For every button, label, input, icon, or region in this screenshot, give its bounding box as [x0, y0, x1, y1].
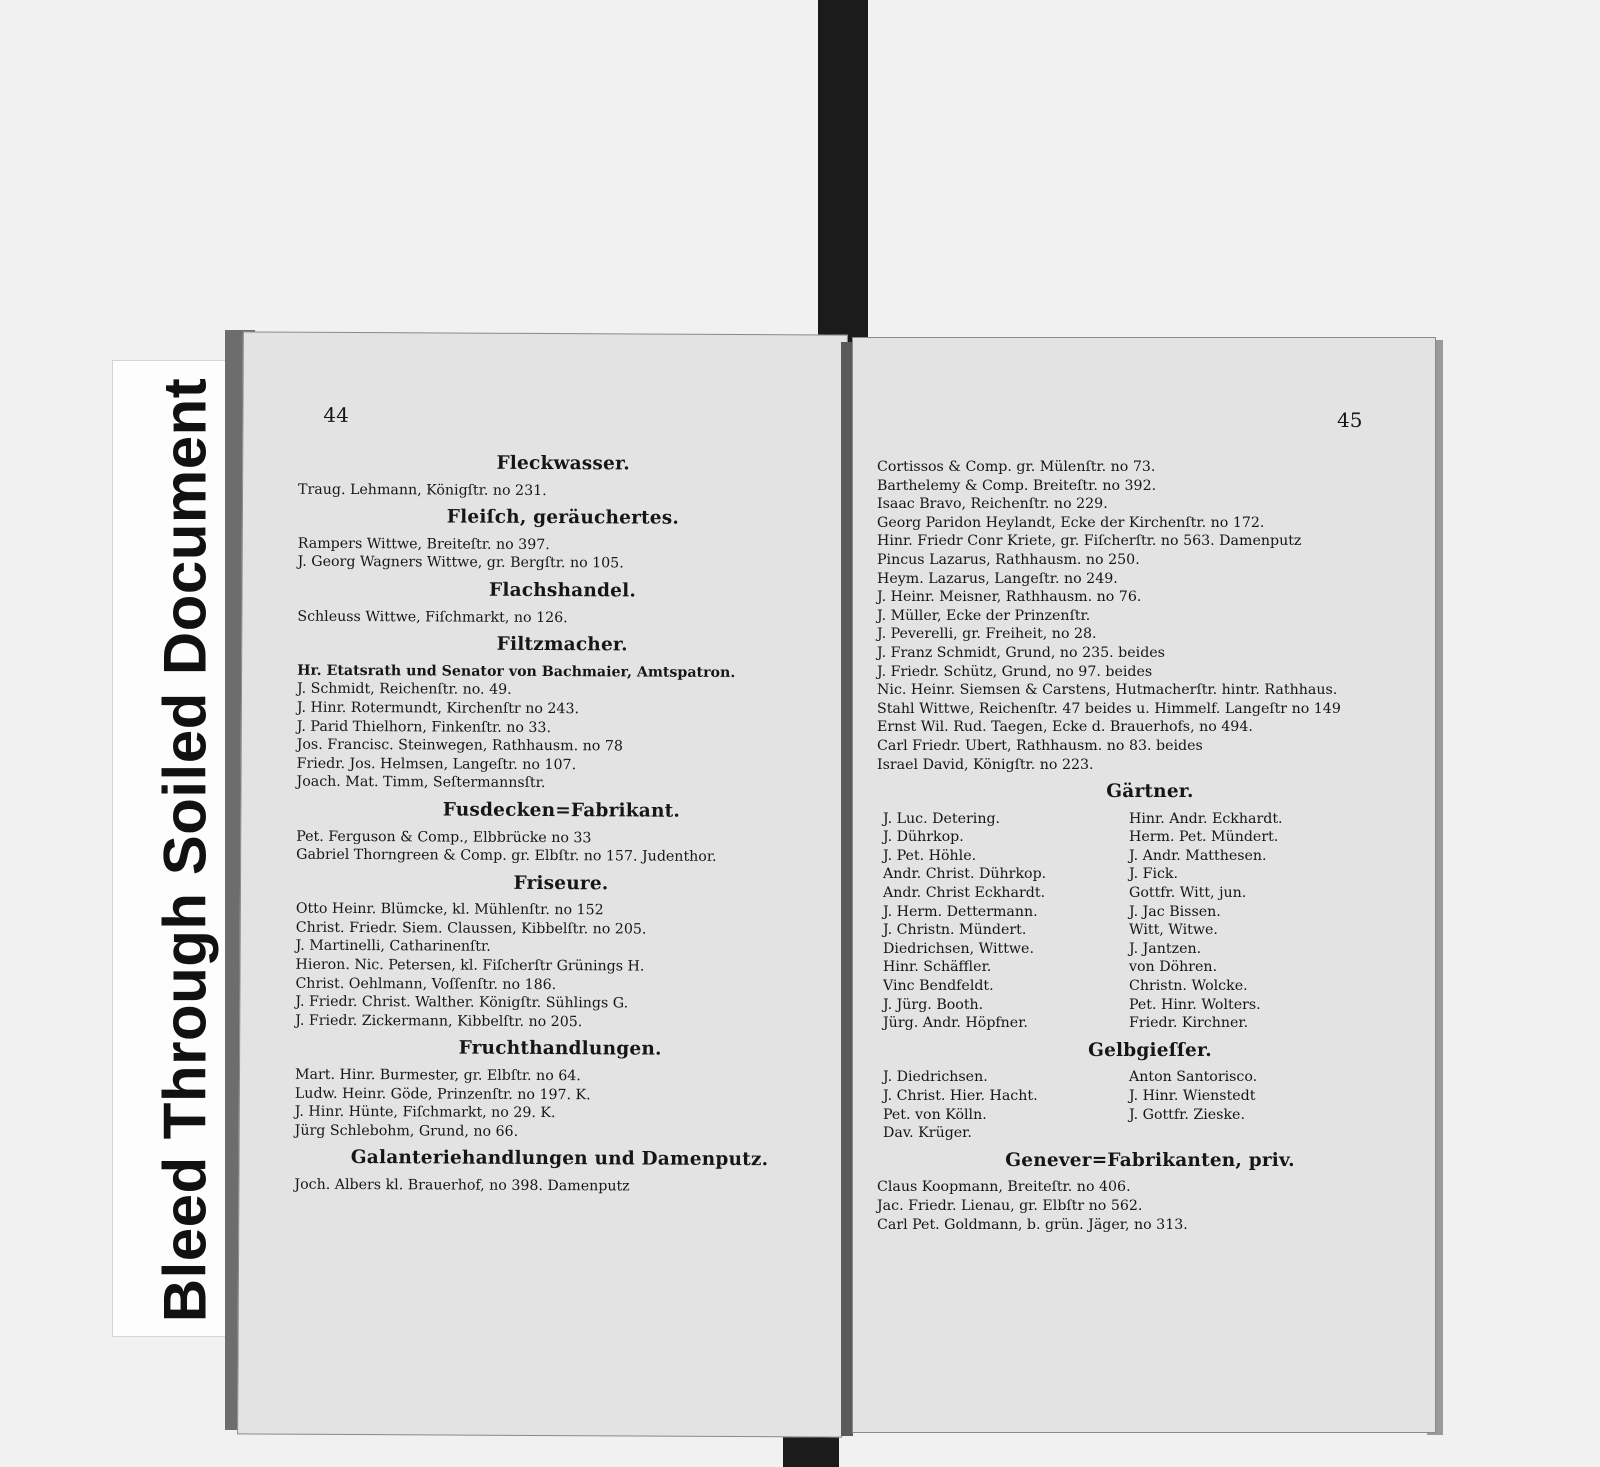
- list-item: J. Franz Schmidt, Grund, no 235. beides: [877, 644, 1165, 661]
- list-item: J. Dührkop.: [883, 829, 964, 846]
- section-heading: Gelbgieſſer.: [1088, 1039, 1212, 1061]
- list-item: J. Schmidt, Reichenſtr. no. 49.: [296, 681, 512, 699]
- list-item: J. Parid Thielhorn, Finkenſtr. no 33.: [296, 718, 552, 736]
- list-item: Pet. Ferguson & Comp., Elbbrücke no 33: [296, 828, 592, 846]
- left-page: [237, 331, 848, 1437]
- list-item: J. Gottfr. Zieske.: [1129, 1106, 1245, 1123]
- list-item: Mart. Hinr. Burmester, gr. Elbſtr. no 64.: [294, 1066, 581, 1085]
- list-item: J. Pet. Höhle.: [883, 847, 977, 864]
- list-item: von Döhren.: [1129, 959, 1218, 976]
- list-item: J. Friedr. Zickermann, Kibbelſtr. no 205.: [295, 1012, 583, 1031]
- list-item: Friedr. Kirchner.: [1129, 1015, 1249, 1032]
- section-heading: Friseure.: [513, 872, 609, 895]
- list-item: Jos. Francisc. Steinwegen, Rathhausm. no 78: [296, 736, 623, 755]
- list-item-lead: Hr. Etatsrath und Senator von Bachmaier, Amtspatron.: [297, 662, 736, 681]
- list-item: Andr. Christ Eckhardt.: [883, 885, 1046, 902]
- list-item: J. Jürg. Booth.: [883, 996, 984, 1013]
- list-item: Isaac Bravo, Reichenſtr. no 229.: [877, 496, 1108, 513]
- section-heading: Filtzmacher.: [496, 633, 628, 656]
- section-heading: Fleckwasser.: [496, 452, 630, 475]
- list-column: [1129, 1068, 1375, 1142]
- document-label: Bleed Through Soiled Document: [151, 377, 219, 1323]
- page-number: 45: [1337, 408, 1363, 432]
- two-column-list: [883, 810, 1423, 1033]
- section-heading: Gärtner.: [1106, 781, 1194, 803]
- list-item: Dav. Krüger.: [883, 1125, 972, 1142]
- list-item: Jürg Schlebohm, Grund, no 66.: [294, 1122, 519, 1140]
- left-page-content: [294, 445, 828, 1197]
- page-number: 44: [323, 402, 349, 427]
- list-item: J. Müller, Ecke der Prinzenſtr.: [877, 607, 1091, 624]
- list-item: Witt, Witwe.: [1129, 922, 1218, 939]
- list-column: [1129, 810, 1375, 1033]
- list-item: Ernst Wil. Rud. Taegen, Ecke d. Brauerhofs, no 494.: [877, 719, 1253, 736]
- list-item: Ludw. Heinr. Göde, Prinzenſtr. no 197. K.: [294, 1085, 591, 1103]
- list-item: Pincus Lazarus, Rathhausm. no 250.: [877, 551, 1140, 568]
- list-item: Heym. Lazarus, Langeſtr. no 249.: [877, 570, 1118, 587]
- section-heading: Fleiſch, geräuchertes.: [446, 506, 680, 529]
- list-item: Pet. von Kölln.: [883, 1106, 987, 1123]
- list-item: Barthelemy & Comp. Breiteſtr. no 392.: [877, 477, 1157, 494]
- section-heading: Fruchthandlungen.: [458, 1038, 662, 1061]
- section-heading: Genever=Fabrikanten, priv.: [1005, 1149, 1295, 1171]
- list-item: J. Hinr. Hünte, Fiſchmarkt, no 29. K.: [294, 1103, 556, 1122]
- list-item: Carl Pet. Goldmann, b. grün. Jäger, no 313.: [877, 1216, 1188, 1233]
- list-item: Stahl Wittwe, Reichenſtr. 47 beides u. Himmelf. Langeſtr no 149: [877, 700, 1341, 717]
- section-heading: Fusdecken=Fabrikant.: [442, 799, 681, 822]
- list-item: Andr. Christ. Dührkop.: [883, 866, 1047, 883]
- list-item: J. Jac Bissen.: [1129, 903, 1221, 920]
- list-item: J. Georg Wagners Wittwe, gr. Bergſtr. no 105.: [297, 554, 624, 572]
- list-item: J. Herm. Dettermann.: [883, 903, 1038, 920]
- list-item: Hinr. Friedr Conr Kriete, gr. Fiſcherſtr. no 563. Damenputz: [877, 533, 1302, 550]
- list-item: Gabriel Thorngreen & Comp. gr. Elbſtr. no 157. Judenthor.: [296, 846, 717, 866]
- list-item: Jürg. Andr. Höpfner.: [883, 1015, 1028, 1032]
- list-item: J. Friedr. Christ. Walther. Königſtr. Sühlings G.: [295, 993, 629, 1012]
- list-item: Carl Friedr. Ubert, Rathhausm. no 83. beides: [877, 737, 1203, 754]
- list-item: Herm. Pet. Mündert.: [1129, 829, 1279, 846]
- list-item: J. Heinr. Meisner, Rathhausm. no 76.: [877, 589, 1142, 606]
- section-heading: Galanteriehandlungen und Damenputz.: [350, 1147, 769, 1171]
- list-item: Joach. Mat. Timm, Seſtermannsſtr.: [296, 774, 546, 792]
- list-item: J. Andr. Matthesen.: [1129, 847, 1267, 864]
- list-item: Rampers Wittwe, Breiteſtr. no 397.: [297, 535, 550, 553]
- list-item: Hinr. Andr. Eckhardt.: [1129, 810, 1283, 827]
- list-item: Anton Santorisco.: [1129, 1069, 1258, 1086]
- list-column: [883, 810, 1129, 1033]
- binding-strap-top: [818, 0, 868, 347]
- list-item: J. Peverelli, gr. Freiheit, no 28.: [877, 626, 1097, 643]
- two-column-list: [883, 1068, 1423, 1142]
- list-item: Vinc Bendfeldt.: [883, 978, 994, 995]
- list-item: J. Hinr. Rotermundt, Kirchenſtr no 243.: [296, 699, 580, 718]
- list-item: Friedr. Jos. Helmsen, Langeſtr. no 107.: [296, 755, 577, 773]
- list-item: Christ. Friedr. Siem. Claussen, Kibbelſtr. no 205.: [295, 919, 647, 938]
- list-item: Christ. Oehlmann, Voſſenſtr. no 186.: [295, 975, 557, 993]
- list-item: J. Fick.: [1129, 866, 1179, 883]
- list-item: Jac. Friedr. Lienau, gr. Elbſtr no 562.: [877, 1197, 1143, 1214]
- list-item: Israel David, Königſtr. no 223.: [877, 756, 1094, 773]
- right-page-content: [877, 458, 1423, 1234]
- list-item: Hieron. Nic. Petersen, kl. Fiſcherſtr Grünings H.: [295, 956, 645, 975]
- list-item: Gottfr. Witt, jun.: [1129, 885, 1247, 902]
- list-item: J. Hinr. Wienstedt: [1129, 1088, 1256, 1104]
- list-item: Christn. Wolcke.: [1129, 978, 1248, 995]
- list-item: Pet. Hinr. Wolters.: [1129, 996, 1261, 1013]
- list-item: J. Diedrichsen.: [883, 1069, 988, 1086]
- list-item: Georg Paridon Heylandt, Ecke der Kirchenſtr. no 172.: [877, 514, 1265, 531]
- list-item: Hinr. Schäffler.: [883, 959, 992, 976]
- list-item: Cortissos & Comp. gr. Mülenſtr. no 73.: [877, 459, 1156, 475]
- list-item: Traug. Lehmann, Königſtr. no 231.: [298, 481, 547, 499]
- list-item: Diedrichsen, Wittwe.: [883, 940, 1034, 957]
- list-item: Otto Heinr. Blümcke, kl. Mühlenſtr. no 152: [295, 900, 604, 919]
- list-column: [883, 1068, 1129, 1142]
- list-item: J. Christn. Mündert.: [883, 922, 1027, 939]
- list-item: J. Friedr. Schütz, Grund, no 97. beides: [877, 663, 1153, 680]
- right-page: [852, 337, 1436, 1433]
- list-item: Nic. Heinr. Siemsen & Carstens, Hutmacherſtr. hintr. Rathhaus.: [877, 682, 1338, 699]
- list-item: Schleuss Wittwe, Fiſchmarkt, no 126.: [297, 608, 568, 626]
- list-item: J. Luc. Detering.: [883, 810, 1001, 827]
- list-item: Joch. Albers kl. Brauerhof, no 398. Damenputz: [294, 1176, 630, 1195]
- list-item: J. Martinelli, Catharinenſtr.: [295, 938, 491, 956]
- list-item: Claus Koopmann, Breiteſtr. no 406.: [877, 1179, 1131, 1196]
- section-heading: Flachshandel.: [489, 579, 637, 602]
- list-item: J. Jantzen.: [1129, 940, 1202, 957]
- list-item: J. Christ. Hier. Hacht.: [883, 1088, 1038, 1104]
